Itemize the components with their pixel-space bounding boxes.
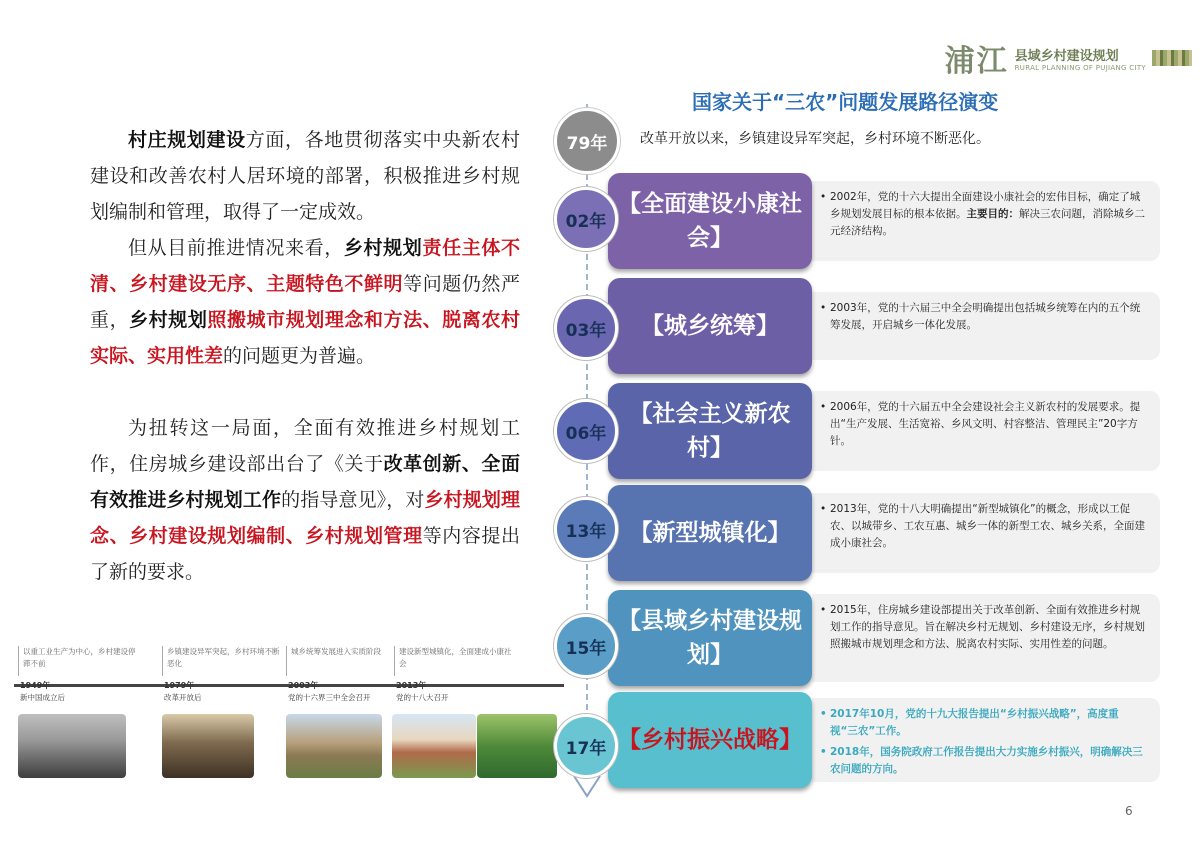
strip-desc: 城乡统筹发展进入实质阶段 xyxy=(286,646,406,676)
paragraph-3 xyxy=(90,410,520,590)
text-run: 乡村规划理念、乡村建设规划编制、乡村规划管理 xyxy=(90,489,520,547)
desc-line: • 2018年，国务院政府工作报告提出大力实施乡村振兴，明确解决三农问题的方向。 xyxy=(830,744,1146,778)
strip-event: 改革开放后 xyxy=(164,693,202,702)
left-text-block xyxy=(90,122,520,590)
timeline-desc xyxy=(812,493,1160,573)
desc-line: • 2015年，住房城乡建设部提出关于改革创新、全面有效推进乡村规划工作的指导意见。旨在解决乡村无规划、乡村建设无序，乡村规划照搬城市规划理念和方法、脱离农村实际、实用性差的问题。 xyxy=(830,602,1146,653)
timeline-desc xyxy=(812,181,1160,261)
strip-year: 2003年 xyxy=(288,681,319,690)
text-run: 但从目前推进情况来看， xyxy=(128,237,344,259)
text-run: 方面，各地贯彻落实中央新农村建设和改善农村人居环境的部署，积极推进乡村规划编制和管理，取得了一定成效。 xyxy=(90,129,520,223)
strip-event: 党的十六界三中全会召开 xyxy=(288,693,371,702)
text-run: 改革创新、全面有效推进乡村规划工作 xyxy=(90,453,520,511)
strip-year: 1979年 xyxy=(164,681,195,690)
paragraph-1 xyxy=(90,122,520,230)
text-run: 的指导意见》，对 xyxy=(281,489,425,511)
start-text: 改革开放以来，乡镇建设异军突起，乡村环境不断恶化。 xyxy=(640,131,990,147)
text-run: 村庄规划建设 xyxy=(128,129,246,151)
text-run: 乡村规划 xyxy=(343,237,423,259)
timeline-desc xyxy=(812,698,1160,782)
brand-title: 县域乡村建设规划 xyxy=(1014,48,1119,64)
desc-line: • 2013年，党的十八大明确提出“新型城镇化”的概念，形成以工促农、以城带乡、工农互惠、城乡一体的新型工农、城乡关系，全面建成小康社会。 xyxy=(830,501,1146,552)
text-run: 责任主体不清、乡村建设无序、主题特色不鲜明 xyxy=(90,237,520,295)
strip-item xyxy=(286,646,406,676)
timeline-title: 【城乡统筹】 xyxy=(608,278,812,374)
text-run: 等内容提出了新的要求。 xyxy=(90,525,520,583)
text-run: 的问题更为普遍。 xyxy=(223,345,376,367)
timeline-title: 【全面建设小康社会】 xyxy=(608,173,812,269)
timeline-desc xyxy=(812,594,1160,682)
year-circle: 03年 xyxy=(554,296,618,360)
strip-item xyxy=(162,646,282,676)
desc-line: • 2003年，党的十六届三中全会明确提出包括城乡统筹在内的五个统筹发展，开启城乡一体化发展。 xyxy=(830,300,1146,334)
history-strip xyxy=(14,640,564,790)
year-circle: 15年 xyxy=(554,614,618,678)
desc-line: • 2006年，党的十六届五中全会建设社会主义新农村的发展要求。提出“生产发展、生活宽裕、乡风文明、村容整洁、管理民主”20字方针。 xyxy=(830,399,1146,450)
paragraph-2 xyxy=(90,230,520,374)
page-title: 国家关于“三农”问题发展路径演变 xyxy=(692,90,999,114)
year-circle: 06年 xyxy=(554,399,618,463)
strip-desc: 以重工业生产为中心，乡村建设停滞不前 xyxy=(18,646,138,676)
text-run: 为扭转这一局面，全面有效推进乡村规划工作，住房城乡建设部出台了《关于 xyxy=(90,417,520,475)
desc-line: • 2002年，党的十六大提出全面建设小康社会的宏伟目标，确定了城乡规划发展目标的根本依据。主要目的：解决三农问题，消除城乡二元经济结构。 xyxy=(830,189,1146,240)
strip-desc: 乡镇建设异军突起，乡村环境不断恶化 xyxy=(162,646,282,676)
village-photo xyxy=(392,714,476,778)
brand-image-icon xyxy=(1152,50,1192,66)
village-photo xyxy=(477,714,557,778)
brand-text xyxy=(1015,45,1146,72)
timeline-desc xyxy=(812,292,1160,360)
strip-item xyxy=(394,646,514,676)
strip-event: 新中国成立后 xyxy=(20,693,65,702)
year-circle: 17年 xyxy=(554,714,618,778)
desc-line: • 2017年10月，党的十九大报告提出“乡村振兴战略”，高度重视“三农”工作。 xyxy=(830,706,1146,740)
brand-subtitle: RURAL PLANNING OF PUJIANG CITY xyxy=(1014,63,1146,72)
text-run: 等问题仍然严重， xyxy=(90,273,520,331)
timeline-title: 【乡村振兴战略】 xyxy=(608,692,812,788)
year-circle: 02年 xyxy=(554,187,618,251)
brand-logo xyxy=(945,36,1192,80)
village-photo xyxy=(162,714,254,778)
strip-year: 2013年 xyxy=(396,681,427,690)
village-photo xyxy=(286,714,382,778)
year-circle: 79年 xyxy=(554,108,620,174)
village-photo xyxy=(18,714,126,778)
page-number: 6 xyxy=(1125,804,1133,818)
year-circle: 13年 xyxy=(554,497,618,561)
strip-year: 1949年 xyxy=(20,681,51,690)
text-run: 照搬城市规划理念和方法、脱离农村实际、实用性差 xyxy=(90,309,520,367)
timeline-title: 【新型城镇化】 xyxy=(608,485,812,581)
brand-name: 浦江 xyxy=(944,44,1009,79)
strip-item xyxy=(18,646,138,676)
timeline-title: 【社会主义新农村】 xyxy=(608,383,812,479)
timeline-title: 【县域乡村建设规划】 xyxy=(608,590,812,686)
strip-event: 党的十八大召开 xyxy=(396,693,449,702)
text-run: 乡村规划 xyxy=(129,309,208,331)
timeline-desc xyxy=(812,391,1160,471)
strip-desc: 建设新型城镇化，全面建成小康社会 xyxy=(394,646,514,676)
